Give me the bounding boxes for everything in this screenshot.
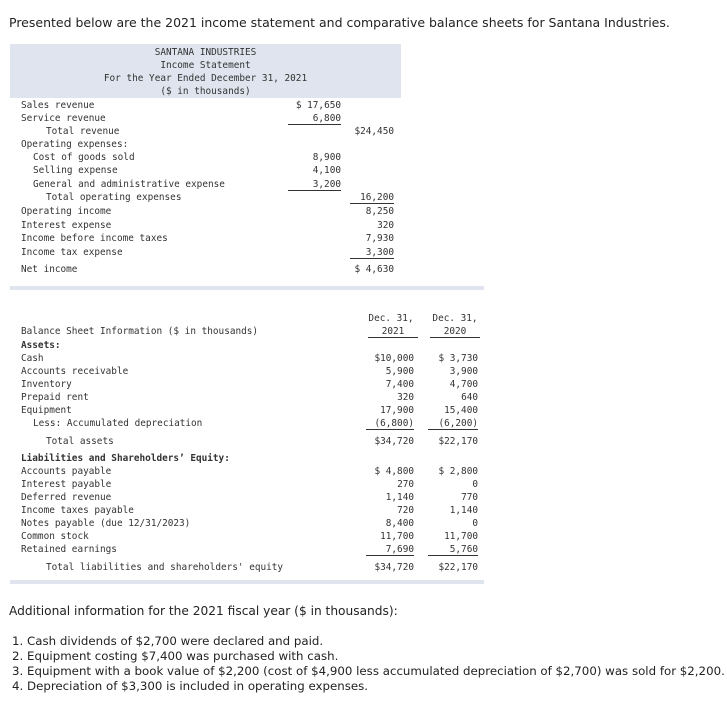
- bs-row-2021: 1,140: [385, 492, 414, 503]
- bs-row-label: Income taxes payable: [21, 505, 134, 516]
- is-row-label: Total revenue: [46, 126, 120, 137]
- is-row-label: Cost of goods sold: [33, 152, 135, 163]
- bs-row-label: Inventory: [21, 379, 72, 390]
- bs-row-label: Total liabilities and shareholders' equity: [46, 562, 284, 573]
- bs-row-2021: 11,700: [380, 531, 414, 542]
- bs-row-2021: 7,690: [366, 544, 414, 556]
- bs-row-label: Accounts payable: [21, 466, 112, 477]
- bs-row-label: Deferred revenue: [21, 492, 112, 503]
- col-2021-header-line1: Dec. 31,: [368, 313, 414, 324]
- is-row-label: Total operating expenses: [46, 192, 182, 203]
- bs-row-2021: 720: [397, 505, 414, 516]
- is-row-col2: 7,930: [365, 233, 394, 244]
- is-row-label: Operating income: [21, 206, 112, 217]
- note-item: 2. Equipment costing $7,400 was purchased with cash.: [12, 649, 339, 663]
- bs-row-label: Liabilities and Shareholders’ Equity:: [21, 453, 230, 464]
- is-row-col1: 4,100: [312, 165, 341, 176]
- is-row-label: Operating expenses:: [21, 139, 129, 150]
- col-2021-header-line2: 2021: [368, 326, 418, 338]
- bs-row-2020: (6,200): [428, 418, 478, 430]
- is-row-col2: 3,300: [350, 247, 394, 259]
- additional-info-title: Additional information for the 2021 fiscal year ($ in thousands):: [9, 604, 398, 618]
- bs-row-label: Total assets: [46, 436, 114, 447]
- is-row-label: Service revenue: [21, 113, 106, 124]
- bs-row-2021: 7,400: [385, 379, 414, 390]
- bs-row-2020: 0: [472, 518, 478, 529]
- bs-row-2020: 640: [461, 392, 478, 403]
- bs-row-2020: 770: [461, 492, 478, 503]
- bs-row-2021: $34,720: [374, 562, 414, 573]
- is-row-col1: $ 17,650: [295, 100, 341, 111]
- col-2020-header-line1: Dec. 31,: [432, 313, 478, 324]
- bs-row-2020: $22,170: [438, 562, 478, 573]
- bs-row-2021: $34,720: [374, 436, 414, 447]
- is-row-label: Sales revenue: [21, 100, 95, 111]
- bs-row-2021: 320: [397, 392, 414, 403]
- note-item: 1. Cash dividends of $2,700 were declared and paid.: [12, 634, 324, 648]
- is-row-label: Selling expense: [33, 165, 118, 176]
- notes-list: [12, 634, 725, 694]
- bs-row-2020: $22,170: [438, 436, 478, 447]
- is-row-col2: 320: [377, 220, 394, 231]
- note-item: 4. Depreciation of $3,300 is included in operating expenses.: [12, 679, 369, 693]
- balance-sheet-top-rule: [10, 286, 484, 290]
- balance-sheet-bottom-rule: [10, 580, 484, 584]
- bs-row-label: Equipment: [21, 405, 72, 416]
- bs-row-2021: 17,900: [380, 405, 414, 416]
- is-row-col1: 3,200: [288, 179, 341, 191]
- note-item: 3. Equipment with a book value of $2,200 (cost of $4,900 less accumulated depreciation of $2,700) was sold for $2,200.: [12, 664, 725, 678]
- bs-row-2020: 15,400: [444, 405, 478, 416]
- company-name: SANTANA INDUSTRIES: [154, 47, 257, 58]
- is-row-col1: 8,900: [312, 152, 341, 163]
- bs-row-label: Assets:: [21, 340, 61, 351]
- bs-row-label: Retained earnings: [21, 544, 117, 555]
- bs-row-label: Common stock: [21, 531, 89, 542]
- bs-row-2021: 8,400: [385, 518, 414, 529]
- bs-row-2021: $ 4,800: [374, 466, 414, 477]
- bs-row-2021: (6,800): [366, 418, 414, 430]
- col-2020-header-line2: 2020: [430, 326, 480, 338]
- bs-row-2020: $ 3,730: [438, 353, 478, 364]
- bs-row-2020: 11,700: [444, 531, 478, 542]
- statement-period: For the Year Ended December 31, 2021: [103, 73, 308, 84]
- bs-row-2020: 3,900: [449, 366, 478, 377]
- statement-title: Income Statement: [160, 60, 251, 71]
- is-row-label: Income before income taxes: [21, 233, 168, 244]
- bs-row-label: Cash: [21, 353, 44, 364]
- bs-row-2021: $10,000: [374, 353, 414, 364]
- is-row-label: General and administrative expense: [33, 179, 225, 190]
- bs-row-2020: 0: [472, 479, 478, 490]
- bs-row-2020: 4,700: [449, 379, 478, 390]
- bs-row-2021: 270: [397, 479, 414, 490]
- is-row-label: Net income: [21, 264, 78, 275]
- is-row-label: Interest expense: [21, 220, 112, 231]
- bs-row-2021: 5,900: [385, 366, 414, 377]
- bs-row-2020: 1,140: [449, 505, 478, 516]
- bs-row-label: Less: Accumulated depreciation: [33, 418, 203, 429]
- bs-row-label: Accounts receivable: [21, 366, 129, 377]
- bs-row-label: Prepaid rent: [21, 392, 89, 403]
- is-row-col2: 8,250: [365, 206, 394, 217]
- is-row-col2: $24,450: [354, 126, 394, 137]
- is-row-label: Income tax expense: [21, 247, 123, 258]
- bs-row-label: Interest payable: [21, 479, 112, 490]
- statement-units: ($ in thousands): [160, 86, 251, 97]
- bs-row-label: Notes payable (due 12/31/2023): [21, 518, 191, 529]
- intro-text: Presented below are the 2021 income statement and comparative balance sheets for Santana Industries.: [9, 15, 670, 30]
- balance-sheet-title: Balance Sheet Information ($ in thousands): [21, 326, 259, 337]
- is-row-col1: 6,800: [288, 113, 341, 125]
- is-row-col2: $ 4,630: [354, 264, 394, 275]
- is-row-col2: 16,200: [350, 192, 394, 204]
- bs-row-2020: $ 2,800: [438, 466, 478, 477]
- bs-row-2020: 5,760: [428, 544, 478, 556]
